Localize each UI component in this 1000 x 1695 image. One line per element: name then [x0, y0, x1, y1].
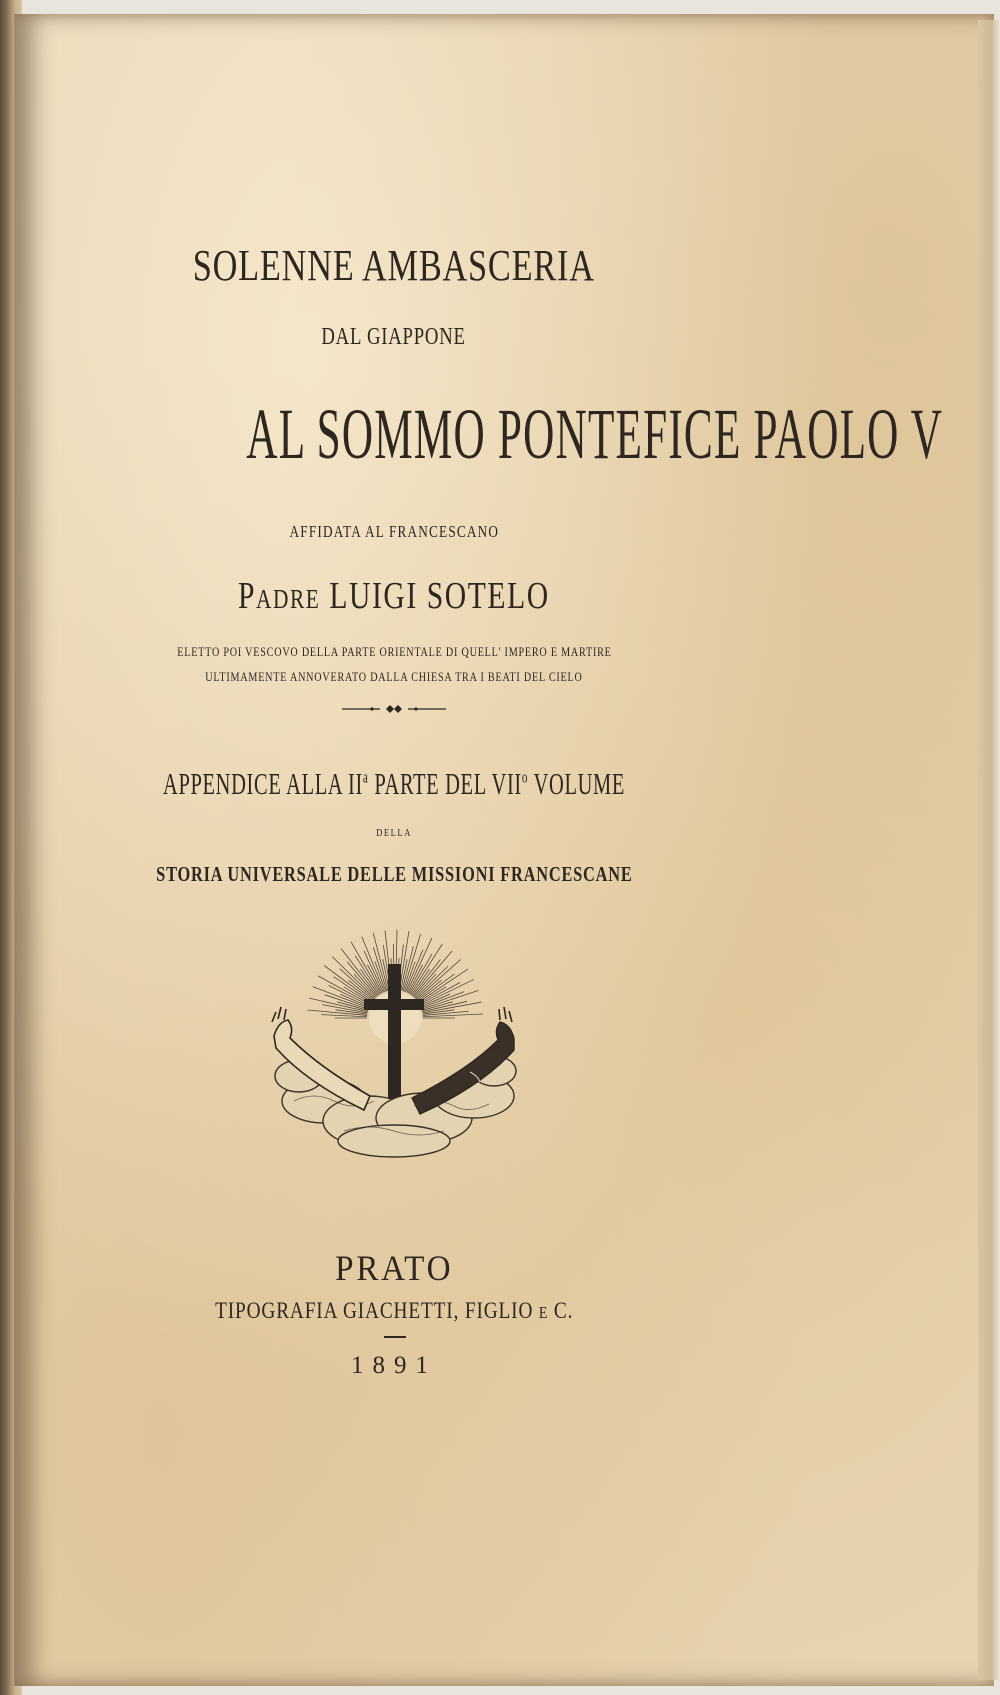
- page-fore-edge: [978, 20, 1000, 1680]
- author-description-2: [14, 669, 774, 685]
- title-line-1-text: SOLENNE AMBASCERIA: [192, 241, 596, 290]
- sun-ray: [407, 938, 432, 992]
- title-line-2-text: DAL GIAPPONE: [321, 324, 467, 350]
- author-description-1: [14, 644, 774, 660]
- appendix-line-wrap: [163, 766, 625, 802]
- imprint-year-text: 1891: [351, 1352, 437, 1379]
- main-title-text: AL SOMMO PONTEFICE PAOLO V: [246, 394, 944, 474]
- author-name-initial: P: [238, 575, 257, 617]
- sun-ray: [332, 956, 375, 998]
- imprint-city-text: PRATO: [334, 1248, 454, 1288]
- title-line-1: [14, 240, 774, 291]
- appendix-text-b: PARTE DEL VII: [368, 766, 522, 801]
- appendix-sup-2: o: [521, 767, 529, 787]
- franciscan-cross-arms-icon: [264, 926, 526, 1166]
- title-page: [14, 14, 994, 1686]
- sun-ray: [422, 990, 479, 1009]
- author-name-wrap: [238, 574, 550, 618]
- imprint-printer-wrap: [215, 1298, 573, 1324]
- title-line-2: [14, 324, 774, 351]
- author-name-text: LUIGI SOTELO: [320, 575, 550, 617]
- subtitle-line-text: AFFIDATA AL FRANCESCANO: [289, 522, 499, 541]
- sun-ray: [402, 946, 413, 991]
- imprint-printer: [14, 1298, 774, 1324]
- appendix-text-c: VOLUME: [528, 766, 626, 801]
- ornament-divider: [342, 702, 446, 716]
- sun-ray: [364, 951, 383, 993]
- author-description-1-text: ELETTO POI VESCOVO DELLA PARTE ORIENTALE DI QUELL' IMPERO E MARTIRE: [176, 644, 612, 659]
- imprint-year: [14, 1352, 774, 1380]
- imprint-printer-and: E: [538, 1303, 549, 1322]
- imprint-city: [14, 1247, 774, 1289]
- imprint-printer-name: TIPOGRAFIA GIACHETTI, FIGLIO: [214, 1298, 539, 1323]
- author-description-2-text: ULTIMAMENTE ANNOVERATO DALLA CHIESA TRA I BEATI DEL CIELO: [205, 669, 583, 684]
- appendix-sup-1: a: [362, 767, 369, 787]
- della-line-text: DELLA: [376, 827, 412, 839]
- series-title-text: STORIA UNIVERSALE DELLE MISSIONI FRANCESCANE: [155, 862, 633, 886]
- author-name: [14, 574, 774, 618]
- della-line: [14, 827, 774, 839]
- subtitle-line: [14, 522, 774, 542]
- appendix-line: [14, 766, 774, 802]
- imprint-rule: [384, 1336, 406, 1338]
- main-title: [14, 394, 944, 474]
- series-title: [14, 862, 774, 887]
- appendix-text-a: APPENDICE ALLA II: [162, 766, 363, 801]
- imprint-printer-co: C.: [548, 1298, 574, 1323]
- author-name-title: ADRE: [256, 584, 321, 614]
